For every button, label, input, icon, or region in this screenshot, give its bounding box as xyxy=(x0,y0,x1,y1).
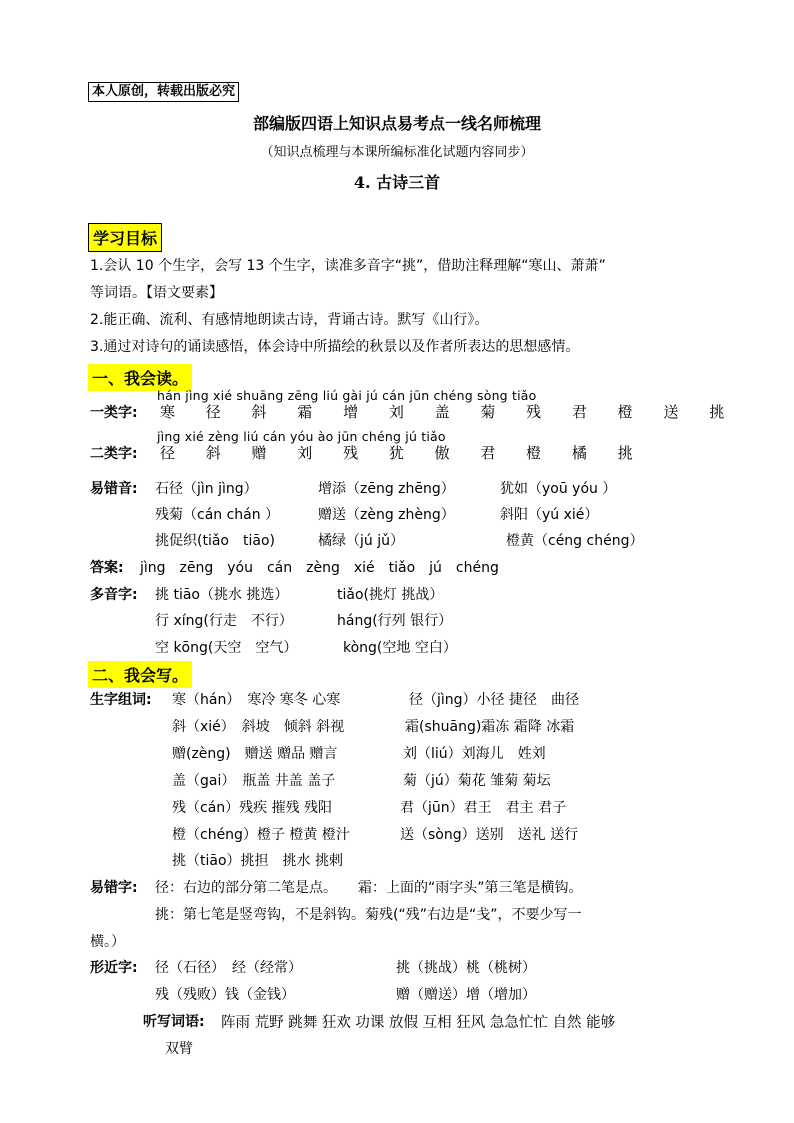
easy-line: 挑：第七笔是竖弯钩，不是斜钩。菊残(“残”右边是“戋”，不要少写一 xyxy=(155,907,582,923)
error-item: 斜阳（yú xié） xyxy=(500,507,599,523)
word-group: 挑（tiāo）挑担 挑水 挑剌 xyxy=(172,853,343,869)
word-group: 霜(shuāng)霜冻 霜降 冰霜 xyxy=(405,719,575,735)
section-read-heading: 一、我会读。 xyxy=(88,364,192,391)
answer-text: jìng zēng yóu cán zèng xié tiǎo jú chéng xyxy=(140,560,499,576)
answer-label: 答案: xyxy=(90,560,124,576)
objective-line: 3.通过对诗句的诵读感悟，体会诗中所描绘的秋景以及作者所表达的思想感情。 xyxy=(90,339,580,355)
word-group: 盖（gai） 瓶盖 井盖 盖子 xyxy=(172,773,336,789)
poly-item: tiǎo(挑灯 挑战） xyxy=(337,587,444,603)
error-item: 残菊（cán chán ） xyxy=(155,507,280,523)
objective-line: 1.会认 10 个生字，会写 13 个生字，读准多音字“挑”，借助注释理解“寒山、萧萧” xyxy=(90,258,606,274)
error-item: 橙黄（céng chéng） xyxy=(506,533,644,549)
poly-item: 空 kōng(天空 空气） xyxy=(155,640,298,656)
word-group: 橙（chéng）橙子 橙黄 橙汁 xyxy=(172,827,350,843)
lesson-title: 4. 古诗三首 xyxy=(353,173,441,192)
page-subtitle: （知识点梳理与本课所编标准化试题内容同步） xyxy=(260,145,534,160)
error-item: 石径（jìn jìng） xyxy=(155,481,258,497)
objective-line: 等词语。【语文要素】 xyxy=(90,285,223,301)
class2-label: 二类字: xyxy=(90,446,138,462)
class1-label: 一类字: xyxy=(90,405,138,421)
similar-item: 径（石径） 经（经常） xyxy=(155,960,302,976)
word-group: 斜（xié） 斜坡 倾斜 斜视 xyxy=(172,719,345,735)
words-label: 生字组词: xyxy=(90,692,152,708)
errors-label: 易错音: xyxy=(90,481,138,497)
word-group: 径（jìng）小径 捷径 曲径 xyxy=(409,692,579,708)
dictation-words-cont: 双臂 xyxy=(165,1041,193,1057)
section-write-heading: 二、我会写。 xyxy=(88,661,192,688)
word-group: 送（sòng）送别 送礼 送行 xyxy=(400,827,579,843)
word-group: 刘（liú）刘海儿 姓刘 xyxy=(403,746,546,762)
copyright-notice: 本人原创，转载出版必究 xyxy=(88,82,239,102)
similar-label: 形近字: xyxy=(90,960,138,976)
class1-chars: 寒 径 斜 霜 增 刘 盖 菊 残 君 橙 送 挑 xyxy=(160,403,738,421)
error-item: 增添（zēng zhēng） xyxy=(318,481,455,497)
similar-item: 赠（赠送）增（增加） xyxy=(396,987,536,1003)
poly-label: 多音字: xyxy=(90,587,138,603)
word-group: 赠(zèng) 赠送 赠品 赠言 xyxy=(172,746,338,762)
easy-line: 横。） xyxy=(90,934,125,950)
similar-item: 残（残败）钱（金钱） xyxy=(155,987,295,1003)
word-group: 君（jūn）君王 君主 君子 xyxy=(400,800,567,816)
easy-line: 径：右边的部分第二笔是点。 霜：上面的“雨字头”第三笔是横钩。 xyxy=(155,880,583,896)
easy-label: 易错字: xyxy=(90,880,138,896)
class2-pinyin: jìng xié zèng liú cán yóu ào jūn chéng jú tiǎo xyxy=(157,429,446,444)
similar-item: 挑（挑战）桃（桃树） xyxy=(396,960,536,976)
error-item: 橘绿（jú jǔ） xyxy=(318,533,404,549)
dictation-label: 听写词语: xyxy=(143,1014,205,1030)
poly-item: háng(行列 银行） xyxy=(337,613,453,629)
class1-pinyin: hán jìng xié shuāng zēng liú gài jú cán jūn chéng sòng tiǎo xyxy=(157,388,537,403)
word-group: 残（cán）残疾 摧残 残阳 xyxy=(172,800,333,816)
word-group: 菊（jú）菊花 雏菊 菊坛 xyxy=(403,773,551,789)
page-title: 部编版四语上知识点易考点一线名师梳理 xyxy=(252,114,541,133)
class2-chars: 径 斜 赠 刘 残 犹 傲 君 橙 橘 挑 xyxy=(160,444,646,462)
error-item: 犹如（yoū yóu ） xyxy=(500,481,617,497)
poly-item: kòng(空地 空白） xyxy=(343,640,457,656)
poly-item: 挑 tiāo（挑水 挑选） xyxy=(155,587,289,603)
poly-item: 行 xíng(行走 不行） xyxy=(155,613,293,629)
objectives-heading: 学习目标 xyxy=(88,223,162,252)
objective-line: 2.能正确、流利、有感情地朗读古诗，背诵古诗。默写《山行》。 xyxy=(90,312,489,328)
error-item: 赠送（zèng zhèng） xyxy=(318,507,455,523)
error-item: 挑促织(tiǎo tiāo) xyxy=(155,533,275,549)
dictation-words: 阵雨 荒野 跳舞 狂欢 功课 放假 互相 狂风 急急忙忙 自然 能够 xyxy=(221,1015,616,1031)
word-group: 寒（hán） 寒冷 寒冬 心寒 xyxy=(172,692,341,708)
